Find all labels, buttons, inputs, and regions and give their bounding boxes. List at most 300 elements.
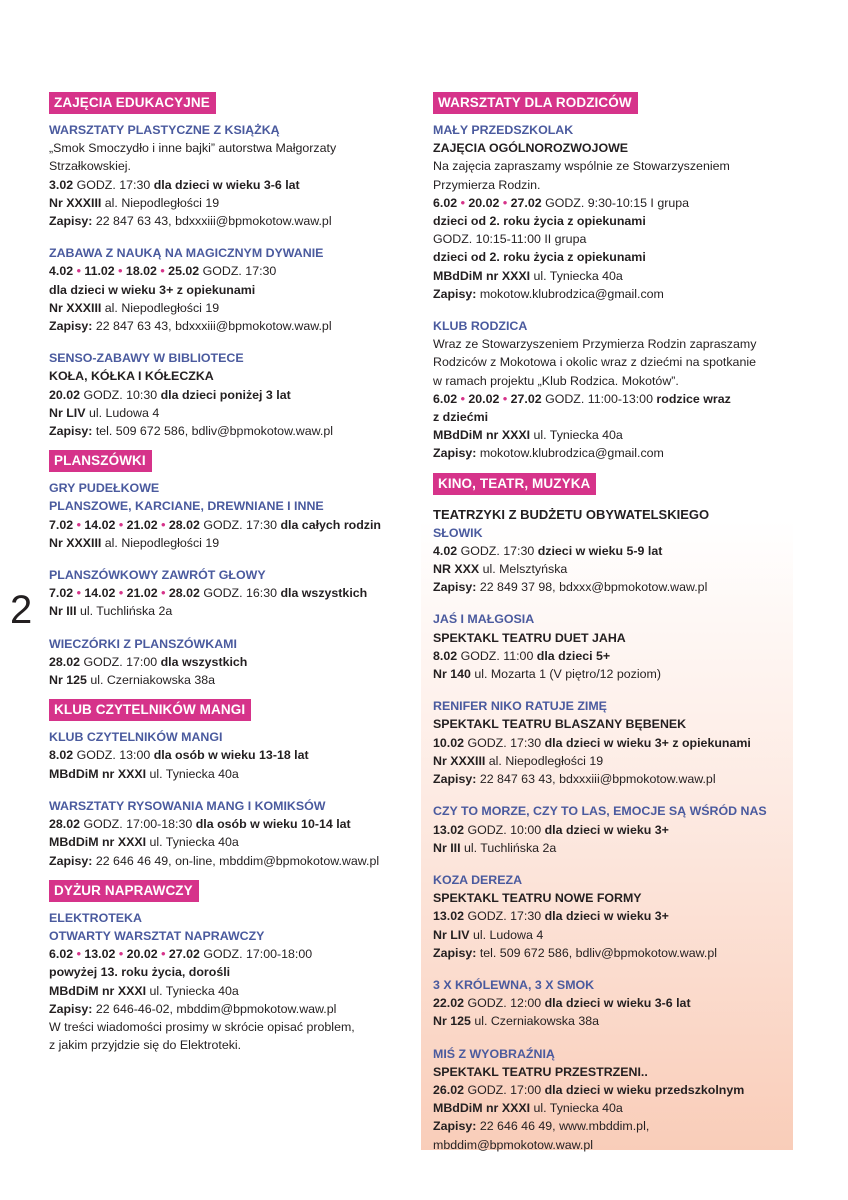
text-segment: dla dzieci w wieku 3-6 lat <box>544 996 691 1011</box>
text-segment: dla dzieci w wieku 3-6 lat <box>153 177 300 192</box>
text-segment: Zapisy: <box>433 446 477 461</box>
text-segment: SPEKTAKL TEATRU DUET JAHA <box>433 630 626 645</box>
event-title <box>49 797 409 815</box>
event-line <box>433 926 803 944</box>
text-segment: GODZ. 17:30 <box>464 909 545 924</box>
text-segment: Wraz ze Stowarzyszeniem Przymierza Rodzin zapraszamy <box>433 337 757 352</box>
event-line <box>49 602 409 620</box>
event-line <box>433 408 803 426</box>
section-heading: PLANSZÓWKI <box>49 450 152 472</box>
text-segment: Nr XXXIII <box>49 535 102 550</box>
event-title <box>49 566 409 584</box>
text-segment: Zapisy: <box>49 1001 93 1016</box>
text-segment: ZAJĘCIA OGÓLNOROZWOJOWE <box>433 141 629 156</box>
text-segment: Rodziców z Mokotowa i okolic wraz z dziećmi na spotkanie <box>433 355 756 370</box>
event-line <box>49 945 409 963</box>
section-warsztaty-dla-rodzicow <box>433 92 803 463</box>
left-column <box>49 92 409 1064</box>
text-segment: dla całych rodzin <box>280 517 381 532</box>
text-segment: 14.02 <box>84 586 116 601</box>
contact-link[interactable]: 22 646 46 49, www.mbddim.pl, <box>476 1119 650 1134</box>
section-kino-teatr-muzyka <box>433 473 803 1154</box>
text-segment: GODZ. 17:30 <box>457 543 538 558</box>
text-segment: WIECZÓRKI Z PLANSZÓWKAMI <box>49 636 237 651</box>
text-segment: Zapisy: <box>49 214 93 229</box>
text-segment: 10.02 <box>433 735 465 750</box>
text-segment: NR XXX <box>433 562 480 577</box>
contact-link[interactable]: tel. 509 672 586, bdliv@bpmokotow.waw.pl <box>92 424 333 439</box>
event-entry <box>433 697 803 788</box>
text-segment: Nr XXXIII <box>49 195 102 210</box>
bullet-separator: • <box>73 586 85 601</box>
text-segment: 28.02 <box>49 654 81 669</box>
contact-link[interactable]: mokotow.klubrodzica@gmail.com <box>476 286 664 301</box>
text-segment: KOZA DEREZA <box>433 872 523 887</box>
text-segment: al. Niepodległości 19 <box>101 300 220 315</box>
event-line <box>433 944 803 962</box>
event-entry <box>433 976 803 1031</box>
text-segment: GODZ. 17:00-18:30 <box>80 817 196 832</box>
text-segment: Przymierza Rodzin. <box>433 177 541 192</box>
text-segment: 27.02 <box>510 195 542 210</box>
text-segment: RENIFER NIKO RATUJE ZIMĘ <box>433 699 607 714</box>
text-segment: CZY TO MORZE, CZY TO LAS, EMOCJE SĄ WŚRÓD NAS <box>433 804 767 819</box>
text-segment: GODZ. 11:00-13:00 <box>541 391 657 406</box>
text-segment: KLUB CZYTELNIKÓW MANGI <box>49 730 223 745</box>
text-segment: 25.02 <box>168 264 200 279</box>
text-segment: SENSO-ZABAWY W BIBLIOTECE <box>49 351 244 366</box>
text-segment: GODZ. 10:00 <box>464 822 545 837</box>
text-segment: ul. Czerniakowska 38a <box>470 1014 599 1029</box>
section-heading: KINO, TEATR, MUZYKA <box>433 473 596 495</box>
text-segment: w ramach projektu „Klub Rodzica. Mokotów”. <box>433 373 679 388</box>
bullet-separator: • <box>457 391 469 406</box>
event-line <box>49 262 409 280</box>
bullet-separator: • <box>73 947 85 962</box>
text-segment: dla wszystkich <box>160 654 248 669</box>
text-segment: 20.02 <box>468 195 500 210</box>
page-number: 2 <box>10 588 33 632</box>
text-segment: ul. Tuchlińska 2a <box>460 840 557 855</box>
text-segment: KLUB RODZICA <box>433 319 528 334</box>
section-heading: KLUB CZYTELNIKÓW MANGI <box>49 699 251 721</box>
event-entry <box>49 728 409 783</box>
contact-link[interactable]: tel. 509 672 586, bdliv@bpmokotow.waw.pl <box>476 945 717 960</box>
text-segment: dla dzieci w wieku 3+ <box>544 822 669 837</box>
contact-link[interactable]: 22 849 37 98, bdxxx@bpmokotow.waw.pl <box>476 580 708 595</box>
text-segment: dla dzieci w wieku 3+ z opiekunami <box>49 282 256 297</box>
text-segment: ul. Tyniecka 40a <box>530 268 623 283</box>
event-line <box>433 578 803 596</box>
event-line <box>433 353 803 371</box>
text-segment: Zapisy: <box>433 1119 477 1134</box>
text-segment: ul. Tyniecka 40a <box>146 766 239 781</box>
text-segment: MIŚ Z WYOBRAŹNIĄ <box>433 1046 555 1061</box>
text-segment: Zapisy: <box>49 319 93 334</box>
text-segment: Zapisy: <box>433 772 477 787</box>
event-title <box>433 697 803 715</box>
event-title <box>49 479 409 497</box>
event-line <box>49 746 409 764</box>
event-line <box>433 715 803 733</box>
text-segment: Nr XXXIII <box>433 753 486 768</box>
text-segment: ul. Tyniecka 40a <box>530 1101 623 1116</box>
event-line <box>433 1063 803 1081</box>
event-line <box>433 1012 803 1030</box>
text-segment: WARSZTATY RYSOWANIA MANG I KOMIKSÓW <box>49 798 326 813</box>
event-title <box>433 524 803 542</box>
event-entry <box>433 802 803 857</box>
event-title <box>49 635 409 653</box>
text-segment: rodzice wraz <box>656 391 731 406</box>
text-segment: al. Niepodległości 19 <box>101 195 220 210</box>
event-line <box>433 390 803 408</box>
text-segment: GODZ. 17:30 <box>199 517 281 532</box>
text-segment: GODZ. 11:00 <box>457 648 537 663</box>
text-segment: MBdDiM nr XXXI <box>49 766 147 781</box>
text-segment: GODZ. 17:30 <box>199 264 277 279</box>
contact-link[interactable]: 22 646 46 49, on-line, mbddim@bpmokotow.waw.pl <box>92 853 380 868</box>
event-line <box>49 299 409 317</box>
text-segment: ul. Ludowa 4 <box>85 405 160 420</box>
event-line <box>49 653 409 671</box>
text-segment: GODZ. 17:00-18:00 <box>199 947 313 962</box>
event-line <box>49 671 409 689</box>
text-segment: ul. Tyniecka 40a <box>146 983 239 998</box>
event-line <box>433 734 803 752</box>
text-segment: powyżej 13. roku życia, dorośli <box>49 965 231 980</box>
text-segment: Nr III <box>433 840 461 855</box>
text-segment: 22.02 <box>433 996 465 1011</box>
event-line <box>433 889 803 907</box>
event-line <box>433 1117 803 1135</box>
text-segment: 4.02 <box>49 264 74 279</box>
event-title <box>433 610 803 628</box>
event-title <box>433 871 803 889</box>
event-entry <box>49 121 409 230</box>
text-segment: dla dzieci w wieku przedszkolnym <box>544 1082 745 1097</box>
event-title <box>49 728 409 746</box>
text-segment: dla osób w wieku 10-14 lat <box>195 817 351 832</box>
bullet-separator: • <box>73 264 85 279</box>
event-line <box>49 584 409 602</box>
event-entry <box>433 524 803 597</box>
text-segment: Nr 125 <box>49 673 87 688</box>
event-line <box>49 534 409 552</box>
event-entry <box>433 121 803 303</box>
text-segment: 13.02 <box>84 947 116 962</box>
event-line <box>49 212 409 230</box>
text-segment: MBdDiM nr XXXI <box>49 835 147 850</box>
section-heading: ZAJĘCIA EDUKACYJNE <box>49 92 216 114</box>
text-segment: ul. Mozarta 1 (V piętro/12 poziom) <box>470 667 661 682</box>
event-line <box>49 386 409 404</box>
text-segment: GRY PUDEŁKOWE <box>49 481 160 496</box>
section-dyzur-naprawczy <box>49 880 409 1055</box>
text-segment: 27.02 <box>510 391 542 406</box>
text-segment: 3.02 <box>49 177 74 192</box>
text-segment: ul. Czerniakowska 38a <box>86 673 215 688</box>
event-line <box>49 317 409 335</box>
event-line <box>433 335 803 353</box>
event-line <box>433 770 803 788</box>
event-line <box>433 907 803 925</box>
text-segment: dla osób w wieku 13-18 lat <box>153 748 309 763</box>
text-segment: 7.02 <box>49 586 74 601</box>
event-entry <box>433 1045 803 1154</box>
text-segment: 11.02 <box>84 264 115 279</box>
event-line <box>49 281 409 299</box>
text-segment: GODZ. 10:30 <box>80 387 161 402</box>
text-segment: KOŁA, KÓŁKA I KÓŁECZKA <box>49 369 214 384</box>
text-segment: 6.02 <box>433 195 458 210</box>
bullet-separator: • <box>157 517 169 532</box>
event-line <box>433 560 803 578</box>
event-line <box>49 833 409 851</box>
text-segment: ELEKTROTEKA <box>49 910 142 925</box>
event-line <box>433 1081 803 1099</box>
event-line <box>49 516 409 534</box>
event-line <box>49 1000 409 1018</box>
text-segment: Nr LIV <box>49 405 86 420</box>
event-line <box>433 176 803 194</box>
event-entry <box>433 317 803 463</box>
event-title <box>433 976 803 994</box>
contact-link[interactable]: 22 847 63 43, bdxxxiii@bpmokotow.waw.pl <box>476 772 716 787</box>
event-line <box>433 372 803 390</box>
text-segment: 20.02 <box>49 387 81 402</box>
event-line <box>433 752 803 770</box>
text-segment: 21.02 <box>126 586 158 601</box>
text-segment: SPEKTAKL TEATRU PRZESTRZENI.. <box>433 1064 648 1079</box>
bullet-separator: • <box>114 264 126 279</box>
event-line <box>433 248 803 266</box>
event-line <box>433 194 803 212</box>
event-line <box>49 765 409 783</box>
event-line <box>433 285 803 303</box>
text-segment: Nr XXXIII <box>49 300 102 315</box>
text-segment: 13.02 <box>433 822 465 837</box>
text-segment: Zapisy: <box>49 853 93 868</box>
event-line <box>49 1036 409 1054</box>
text-segment: GODZ. 16:30 <box>199 586 281 601</box>
event-line <box>433 444 803 462</box>
text-segment: Nr LIV <box>433 927 470 942</box>
bullet-separator: • <box>157 947 169 962</box>
event-line <box>433 542 803 560</box>
event-line <box>433 212 803 230</box>
bullet-separator: • <box>115 517 127 532</box>
text-segment: SŁOWIK <box>433 525 483 540</box>
text-segment: 26.02 <box>433 1082 465 1097</box>
text-segment: SPEKTAKL TEATRU BLASZANY BĘBENEK <box>433 717 687 732</box>
event-line <box>433 1099 803 1117</box>
event-line <box>433 994 803 1012</box>
text-segment: dla wszystkich <box>280 586 368 601</box>
contact-link[interactable]: 22 847 63 43, bdxxxiii@bpmokotow.waw.pl <box>92 214 332 229</box>
contact-link[interactable]: mbddim@bpmokotow.waw.pl <box>433 1137 593 1152</box>
contact-link[interactable]: 22 847 63 43, bdxxxiii@bpmokotow.waw.pl <box>92 319 332 334</box>
event-line <box>49 852 409 870</box>
event-line <box>433 821 803 839</box>
text-segment: 6.02 <box>433 391 458 406</box>
text-segment: 8.02 <box>49 748 74 763</box>
text-segment: 20.02 <box>468 391 500 406</box>
event-line <box>49 1018 409 1036</box>
text-segment: MBdDiM nr XXXI <box>433 1101 531 1116</box>
event-line <box>433 267 803 285</box>
text-segment: dzieci od 2. roku życia z opiekunami <box>433 250 646 265</box>
contact-link[interactable]: 22 646-46-02, mbddim@bpmokotow.waw.pl <box>92 1001 337 1016</box>
text-segment: PLANSZOWE, KARCIANE, DREWNIANE I INNE <box>49 499 324 514</box>
text-segment: MAŁY PRZEDSZKOLAK <box>433 123 574 137</box>
event-line <box>49 176 409 194</box>
text-segment: 6.02 <box>49 947 74 962</box>
event-title <box>433 317 803 335</box>
event-entry <box>433 871 803 962</box>
text-segment: GODZ. 12:00 <box>464 996 545 1011</box>
text-segment: 3 X KRÓLEWNA, 3 X SMOK <box>433 977 595 992</box>
event-title <box>49 909 409 927</box>
bullet-separator: • <box>499 195 511 210</box>
bullet-separator: • <box>157 586 169 601</box>
text-segment: Na zajęcia zapraszamy wspólnie ze Stowarzyszeniem <box>433 159 730 174</box>
event-entry <box>49 635 409 690</box>
bullet-separator: • <box>457 195 469 210</box>
text-segment: GODZ. 13:00 <box>73 748 154 763</box>
text-segment: al. Niepodległości 19 <box>101 535 220 550</box>
event-title <box>433 121 803 139</box>
text-segment: MBdDiM nr XXXI <box>433 268 531 283</box>
text-segment: SPEKTAKL TEATRU NOWE FORMY <box>433 891 642 906</box>
text-segment: JAŚ I MAŁGOSIA <box>433 612 535 627</box>
event-line <box>49 367 409 385</box>
text-segment: dzieci w wieku 5-9 lat <box>537 543 663 558</box>
text-segment: 20.02 <box>126 947 158 962</box>
text-segment: W treści wiadomości prosimy w skrócie opisać problem, <box>49 1019 355 1034</box>
text-segment: GODZ. 10:15-11:00 II grupa <box>433 232 587 247</box>
bullet-separator: • <box>73 517 85 532</box>
event-line <box>49 404 409 422</box>
text-segment: OTWARTY WARSZTAT NAPRAWCZY <box>49 928 265 943</box>
bullet-separator: • <box>115 586 127 601</box>
text-segment: 28.02 <box>49 817 81 832</box>
text-segment: GODZ. 9:30-10:15 I grupa <box>541 195 690 210</box>
text-segment: Nr 125 <box>433 1014 471 1029</box>
text-segment: GODZ. 17:00 <box>80 654 161 669</box>
event-entry <box>49 479 409 552</box>
text-segment: al. Niepodległości 19 <box>485 753 604 768</box>
event-line <box>433 647 803 665</box>
text-segment: Zapisy: <box>433 286 477 301</box>
contact-link[interactable]: mokotow.klubrodzica@gmail.com <box>476 446 664 461</box>
text-segment: 21.02 <box>126 517 158 532</box>
section-planszowki <box>49 450 409 689</box>
text-segment: 7.02 <box>49 517 74 532</box>
text-segment: GODZ. 17:30 <box>73 177 154 192</box>
section-klub-czytelnikow-mangi <box>49 699 409 869</box>
event-entry <box>49 797 409 870</box>
event-entry <box>49 244 409 335</box>
text-segment: Zapisy: <box>433 945 477 960</box>
text-segment: dla dzieci w wieku 3+ <box>544 909 669 924</box>
text-segment: ul. Tyniecka 40a <box>530 428 623 443</box>
text-segment: WARSZTATY PLASTYCZNE Z KSIĄŻKĄ <box>49 123 280 137</box>
event-entry <box>49 349 409 440</box>
text-segment: Nr 140 <box>433 667 471 682</box>
event-line <box>49 927 409 945</box>
text-segment: Nr III <box>49 604 77 619</box>
event-line <box>433 426 803 444</box>
section-zajecia-edukacyjne <box>49 92 409 440</box>
event-line <box>433 629 803 647</box>
text-segment: dla dzieci w wieku 3+ z opiekunami <box>544 735 751 750</box>
text-segment: Strzałkowskiej. <box>49 159 131 174</box>
event-entry <box>49 909 409 1055</box>
event-line <box>433 230 803 248</box>
event-line <box>49 422 409 440</box>
text-segment: 13.02 <box>433 909 465 924</box>
event-title <box>49 349 409 367</box>
event-line <box>49 139 409 157</box>
event-line <box>49 497 409 515</box>
event-line <box>433 839 803 857</box>
bullet-separator: • <box>156 264 169 279</box>
text-segment: GODZ. 17:00 <box>464 1082 545 1097</box>
event-title <box>433 1045 803 1063</box>
right-column <box>433 92 803 1164</box>
text-segment: dla dzieci 5+ <box>536 648 611 663</box>
subsection-heading: TEATRZYKI Z BUDŻETU OBYWATELSKIEGO <box>433 506 710 522</box>
text-segment: ul. Tuchlińska 2a <box>76 604 173 619</box>
text-segment: 18.02 <box>125 264 157 279</box>
event-title <box>433 802 803 820</box>
section-heading: WARSZTATY DLA RODZICÓW <box>433 92 638 114</box>
text-segment: 28.02 <box>168 586 200 601</box>
text-segment: ZABAWA Z NAUKĄ NA MAGICZNYM DYWANIE <box>49 246 324 261</box>
text-segment: 28.02 <box>168 517 200 532</box>
text-segment: ul. Tyniecka 40a <box>146 835 239 850</box>
text-segment: Zapisy: <box>433 580 477 595</box>
text-segment: MBdDiM nr XXXI <box>49 983 147 998</box>
event-line <box>433 139 803 157</box>
text-segment: MBdDiM nr XXXI <box>433 428 531 443</box>
text-segment: 8.02 <box>433 648 458 663</box>
event-line <box>49 194 409 212</box>
text-segment: dzieci od 2. roku życia z opiekunami <box>433 214 646 229</box>
text-segment: z jakim przyjdzie się do Elektroteki. <box>49 1038 242 1053</box>
event-title <box>49 121 409 139</box>
event-line <box>49 157 409 175</box>
text-segment: ul. Melsztyńska <box>479 562 568 577</box>
event-entry <box>433 610 803 683</box>
event-line <box>433 665 803 683</box>
event-line <box>49 982 409 1000</box>
section-heading: DYŻUR NAPRAWCZY <box>49 880 199 902</box>
text-segment: 4.02 <box>433 543 458 558</box>
text-segment: PLANSZÓWKOWY ZAWRÓT GŁOWY <box>49 568 266 583</box>
text-segment: Zapisy: <box>49 424 93 439</box>
event-line <box>49 815 409 833</box>
text-segment: GODZ. 17:30 <box>464 735 545 750</box>
text-segment: ul. Ludowa 4 <box>469 927 544 942</box>
bullet-separator: • <box>499 391 511 406</box>
event-entry <box>49 566 409 621</box>
text-segment: z dziećmi <box>433 410 489 425</box>
text-segment: „Smok Smoczydło i inne bajki” autorstwa Małgorzaty <box>49 141 337 156</box>
text-segment: 14.02 <box>84 517 116 532</box>
event-line <box>433 157 803 175</box>
